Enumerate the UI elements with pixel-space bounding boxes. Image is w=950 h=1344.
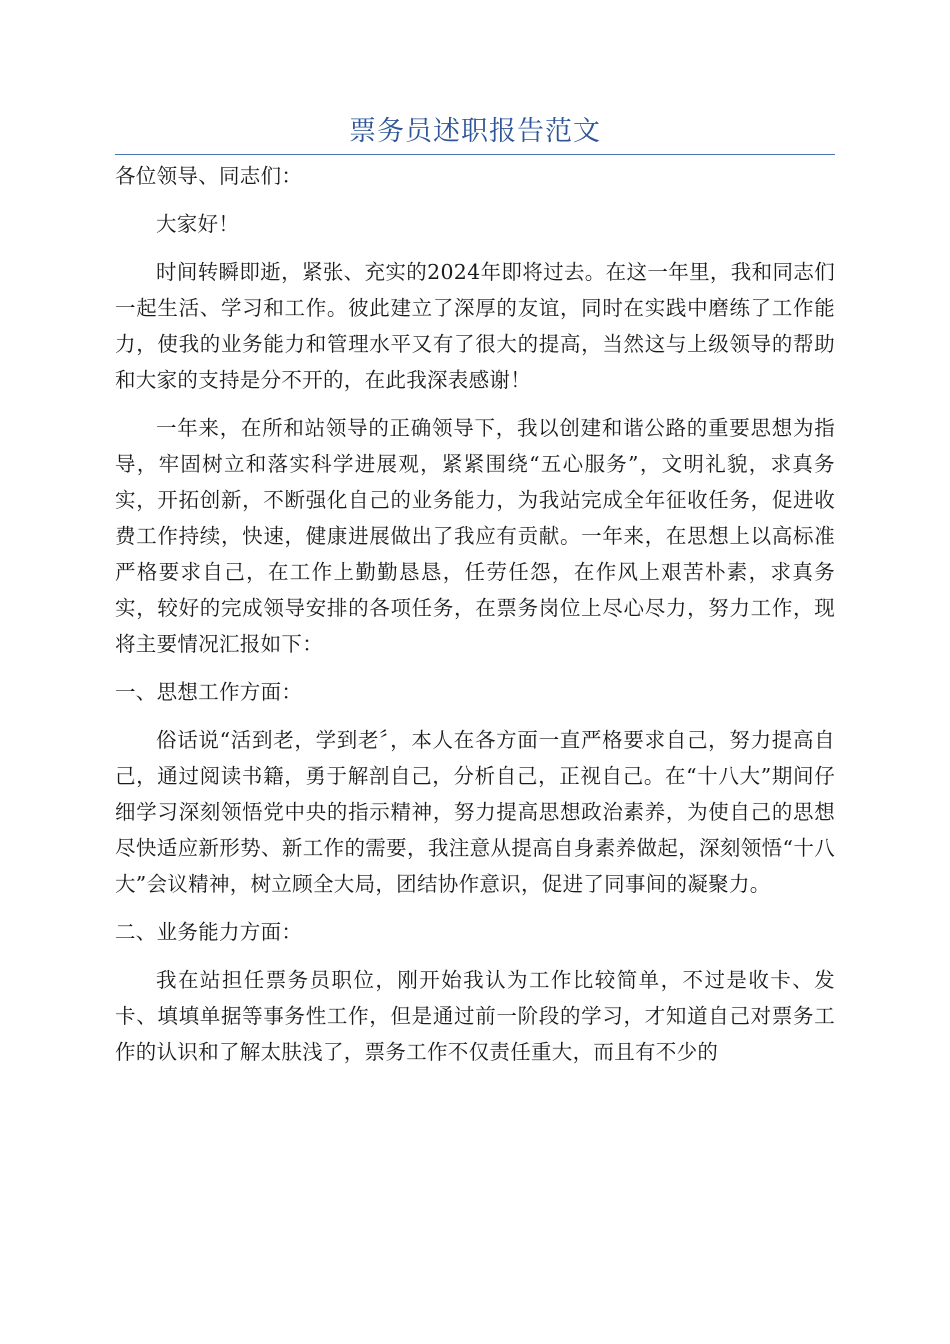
document-title: 票务员述职报告范文 (349, 116, 601, 147)
paragraph-greeting: 大家好！ (156, 212, 240, 236)
paragraph-business: 我在站担任票务员职位，刚开始我认为工作比较简单，不过是收卡、发卡、填填单据等事务性工作，但是通过前一阶段的学习，才知道自己对票务工作的认识和了解太肤浅了，票务工作不仅责任重大，而且有不少的 (115, 968, 835, 1064)
section-heading-thought: 一、思想工作方面： (115, 680, 303, 704)
paragraph-thought: 俗话说“活到老，学到老〞，本人在各方面一直严格要求自己，努力提高自己，通过阅读书籍，勇于解剖自己，分析自己，正视自己。在“十八大”期间仔细学习深刻领悟党中央的指示精神，努力提高思想政治素养，为使自己的思想尽快适应新形势、新工作的需要，我注意从提高自身素养做起，深刻领悟“十八大”会议精神，树立顾全大局，团结协作意识，促进了同事间的凝聚力。 (115, 728, 835, 896)
section-heading-business: 二、业务能力方面： (115, 920, 303, 944)
paragraph-intro: 时间转瞬即逝，紧张、充实的2024年即将过去。在这一年里，我和同志们一起生活、学习和工作。彼此建立了深厚的友谊，同时在实践中磨练了工作能力，使我的业务能力和管理水平又有了很大的提高，当然这与上级领导的帮助和大家的支持是分不开的，在此我深表感谢！ (115, 260, 835, 392)
document-body (115, 148, 835, 1070)
salutation: 各位领导、同志们： (115, 164, 303, 188)
paragraph-summary: 一年来，在所和站领导的正确领导下，我以创建和谐公路的重要思想为指导，牢固树立和落实科学进展观，紧紧围绕“五心服务”，文明礼貌，求真务实，开拓创新，不断强化自己的业务能力，为我站完成全年征收任务，促进收费工作持续，快速，健康进展做出了我应有贡献。一年来，在思想上以高标准严格要求自己，在工作上勤勤恳恳，任劳任怨，在作风上艰苦朴素，求真务实，较好的完成领导安排的各项任务，在票务岗位上尽心尽力，努力工作，现将主要情况汇报如下： (115, 416, 835, 656)
